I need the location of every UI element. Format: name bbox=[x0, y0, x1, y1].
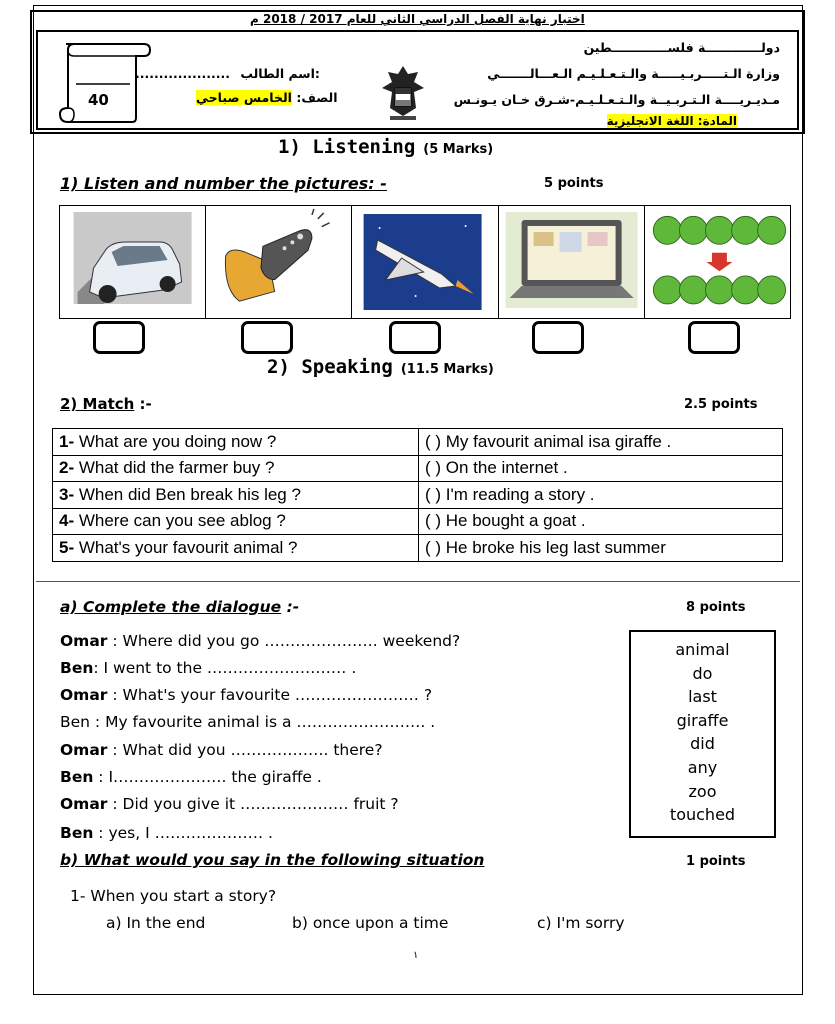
palestine-emblem-icon bbox=[378, 62, 428, 122]
word-bank-item: did bbox=[690, 734, 715, 754]
laptop-icon bbox=[499, 206, 644, 318]
dialogue-line-8[interactable]: Ben : yes, I ………………… . bbox=[60, 824, 273, 842]
match-answer[interactable]: ( ) My favourit animal isa giraffe . bbox=[419, 429, 783, 456]
subject-label: المادة: اللغة الانجليزية bbox=[606, 114, 737, 128]
option-c[interactable]: c) I'm sorry bbox=[537, 914, 625, 932]
match-row bbox=[53, 429, 783, 456]
header-line-3: مـديـريــــة الـتـربـيــة والـتـعـلـيـم-شـرق خـان يـونـس bbox=[453, 92, 780, 107]
picture-apples bbox=[645, 206, 790, 318]
word-bank-item: giraffe bbox=[676, 710, 729, 730]
word-bank-item: animal bbox=[675, 640, 730, 659]
score-scroll-icon bbox=[56, 38, 151, 124]
student-name-label: اسم الطالب: bbox=[240, 66, 320, 81]
listen-points: 5 points bbox=[544, 176, 604, 191]
speaking-heading: 2) Speaking (11.5 Marks) bbox=[267, 356, 494, 378]
match-points: 2.5 points bbox=[684, 397, 758, 412]
section-divider bbox=[36, 581, 800, 582]
apples-icon bbox=[645, 206, 790, 318]
picture-space-shuttle bbox=[352, 206, 498, 318]
picture-remote bbox=[206, 206, 352, 318]
student-name-row bbox=[135, 66, 320, 81]
match-row bbox=[53, 455, 783, 482]
student-name-dots[interactable]: .................... bbox=[135, 66, 230, 81]
number-box-3[interactable] bbox=[389, 321, 441, 354]
match-row bbox=[53, 535, 783, 562]
car-icon bbox=[60, 206, 205, 318]
match-question: 4- Where can you see ablog ? bbox=[53, 508, 419, 535]
situation-points: 1 points bbox=[686, 854, 746, 869]
match-question: 5- What's your favourit animal ? bbox=[53, 535, 419, 562]
match-table bbox=[52, 428, 783, 562]
match-row bbox=[53, 508, 783, 535]
dialogue-title: a) Complete the dialogue bbox=[60, 598, 282, 616]
remote-control-icon bbox=[206, 206, 351, 318]
match-answer[interactable]: ( ) He broke his leg last summer bbox=[419, 535, 783, 562]
listen-task-title: 1) Listen and number the pictures: - bbox=[60, 174, 387, 193]
match-question: 3- When did Ben break his leg ? bbox=[53, 482, 419, 509]
dialogue-line-4[interactable]: Ben : My favourite animal is a ……………………. . bbox=[60, 713, 436, 731]
number-box-5[interactable] bbox=[688, 321, 740, 354]
picture-car bbox=[60, 206, 206, 318]
space-shuttle-icon bbox=[352, 206, 497, 318]
class-label: الصف: bbox=[296, 90, 338, 105]
dialogue-line-3[interactable]: Omar : What's your favourite …………………… ? bbox=[60, 686, 433, 704]
word-bank-item: any bbox=[687, 757, 718, 777]
listening-heading: 1) Listening (5 Marks) bbox=[278, 136, 494, 158]
option-b[interactable]: b) once upon a time bbox=[292, 914, 449, 932]
page-number: ١ bbox=[413, 950, 419, 961]
word-bank bbox=[629, 630, 776, 838]
match-title-row: 2) Match :- bbox=[60, 395, 152, 413]
word-bank-item: touched bbox=[669, 805, 736, 825]
dialogue-line-1[interactable]: Omar : Where did you go …………………. weekend? bbox=[60, 632, 461, 650]
situation-title: b) What would you say in the following situation bbox=[60, 851, 485, 869]
match-question: 2- What did the farmer buy ? bbox=[53, 455, 419, 482]
dialogue-title-row: a) Complete the dialogue :- bbox=[60, 598, 300, 616]
word-bank-item: zoo bbox=[688, 781, 717, 801]
match-title: 2) Match bbox=[60, 395, 135, 413]
number-box-4[interactable] bbox=[532, 321, 584, 354]
speaking-marks: (11.5 Marks) bbox=[400, 362, 494, 377]
dialogue-line-7[interactable]: Omar : Did you give it ………………… fruit ? bbox=[60, 795, 399, 813]
match-answer[interactable]: ( ) He bought a goat . bbox=[419, 508, 783, 535]
class-row bbox=[196, 90, 338, 105]
number-box-2[interactable] bbox=[241, 321, 293, 354]
match-answer[interactable]: ( ) I'm reading a story . bbox=[419, 482, 783, 509]
header-line-2: وزارة الـتـــــربـيـــــة والـتـعـلـيـم الـعـــالـــــــي bbox=[487, 66, 780, 81]
match-row bbox=[53, 482, 783, 509]
class-value: الخامس صباحي bbox=[196, 90, 292, 105]
dialogue-line-5[interactable]: Omar : What did you ………………. there? bbox=[60, 741, 383, 759]
listening-marks: (5 Marks) bbox=[423, 142, 494, 157]
pictures-row bbox=[59, 205, 791, 319]
score-value: 40 bbox=[88, 91, 109, 109]
dialogue-line-6[interactable]: Ben : I…………………. the giraffe . bbox=[60, 768, 322, 786]
header-line-1: دولـــــــــــــة فلســـــــــــــطين bbox=[583, 40, 780, 55]
dialogue-line-2[interactable]: Ben: I went to the ……………………… . bbox=[60, 659, 357, 677]
word-bank-item: do bbox=[692, 663, 713, 683]
picture-laptop bbox=[499, 206, 645, 318]
match-answer[interactable]: ( ) On the internet . bbox=[419, 455, 783, 482]
situation-question: 1- When you start a story? bbox=[70, 887, 277, 905]
exam-title: اختبار نهاية الفصل الدراسي الثاني للعام 2017 / 2018 م bbox=[250, 12, 585, 26]
word-bank-item: last bbox=[688, 687, 717, 707]
option-a[interactable]: a) In the end bbox=[106, 914, 206, 932]
dialogue-points: 8 points bbox=[686, 600, 746, 615]
match-question: 1- What are you doing now ? bbox=[53, 429, 419, 456]
number-box-1[interactable] bbox=[93, 321, 145, 354]
